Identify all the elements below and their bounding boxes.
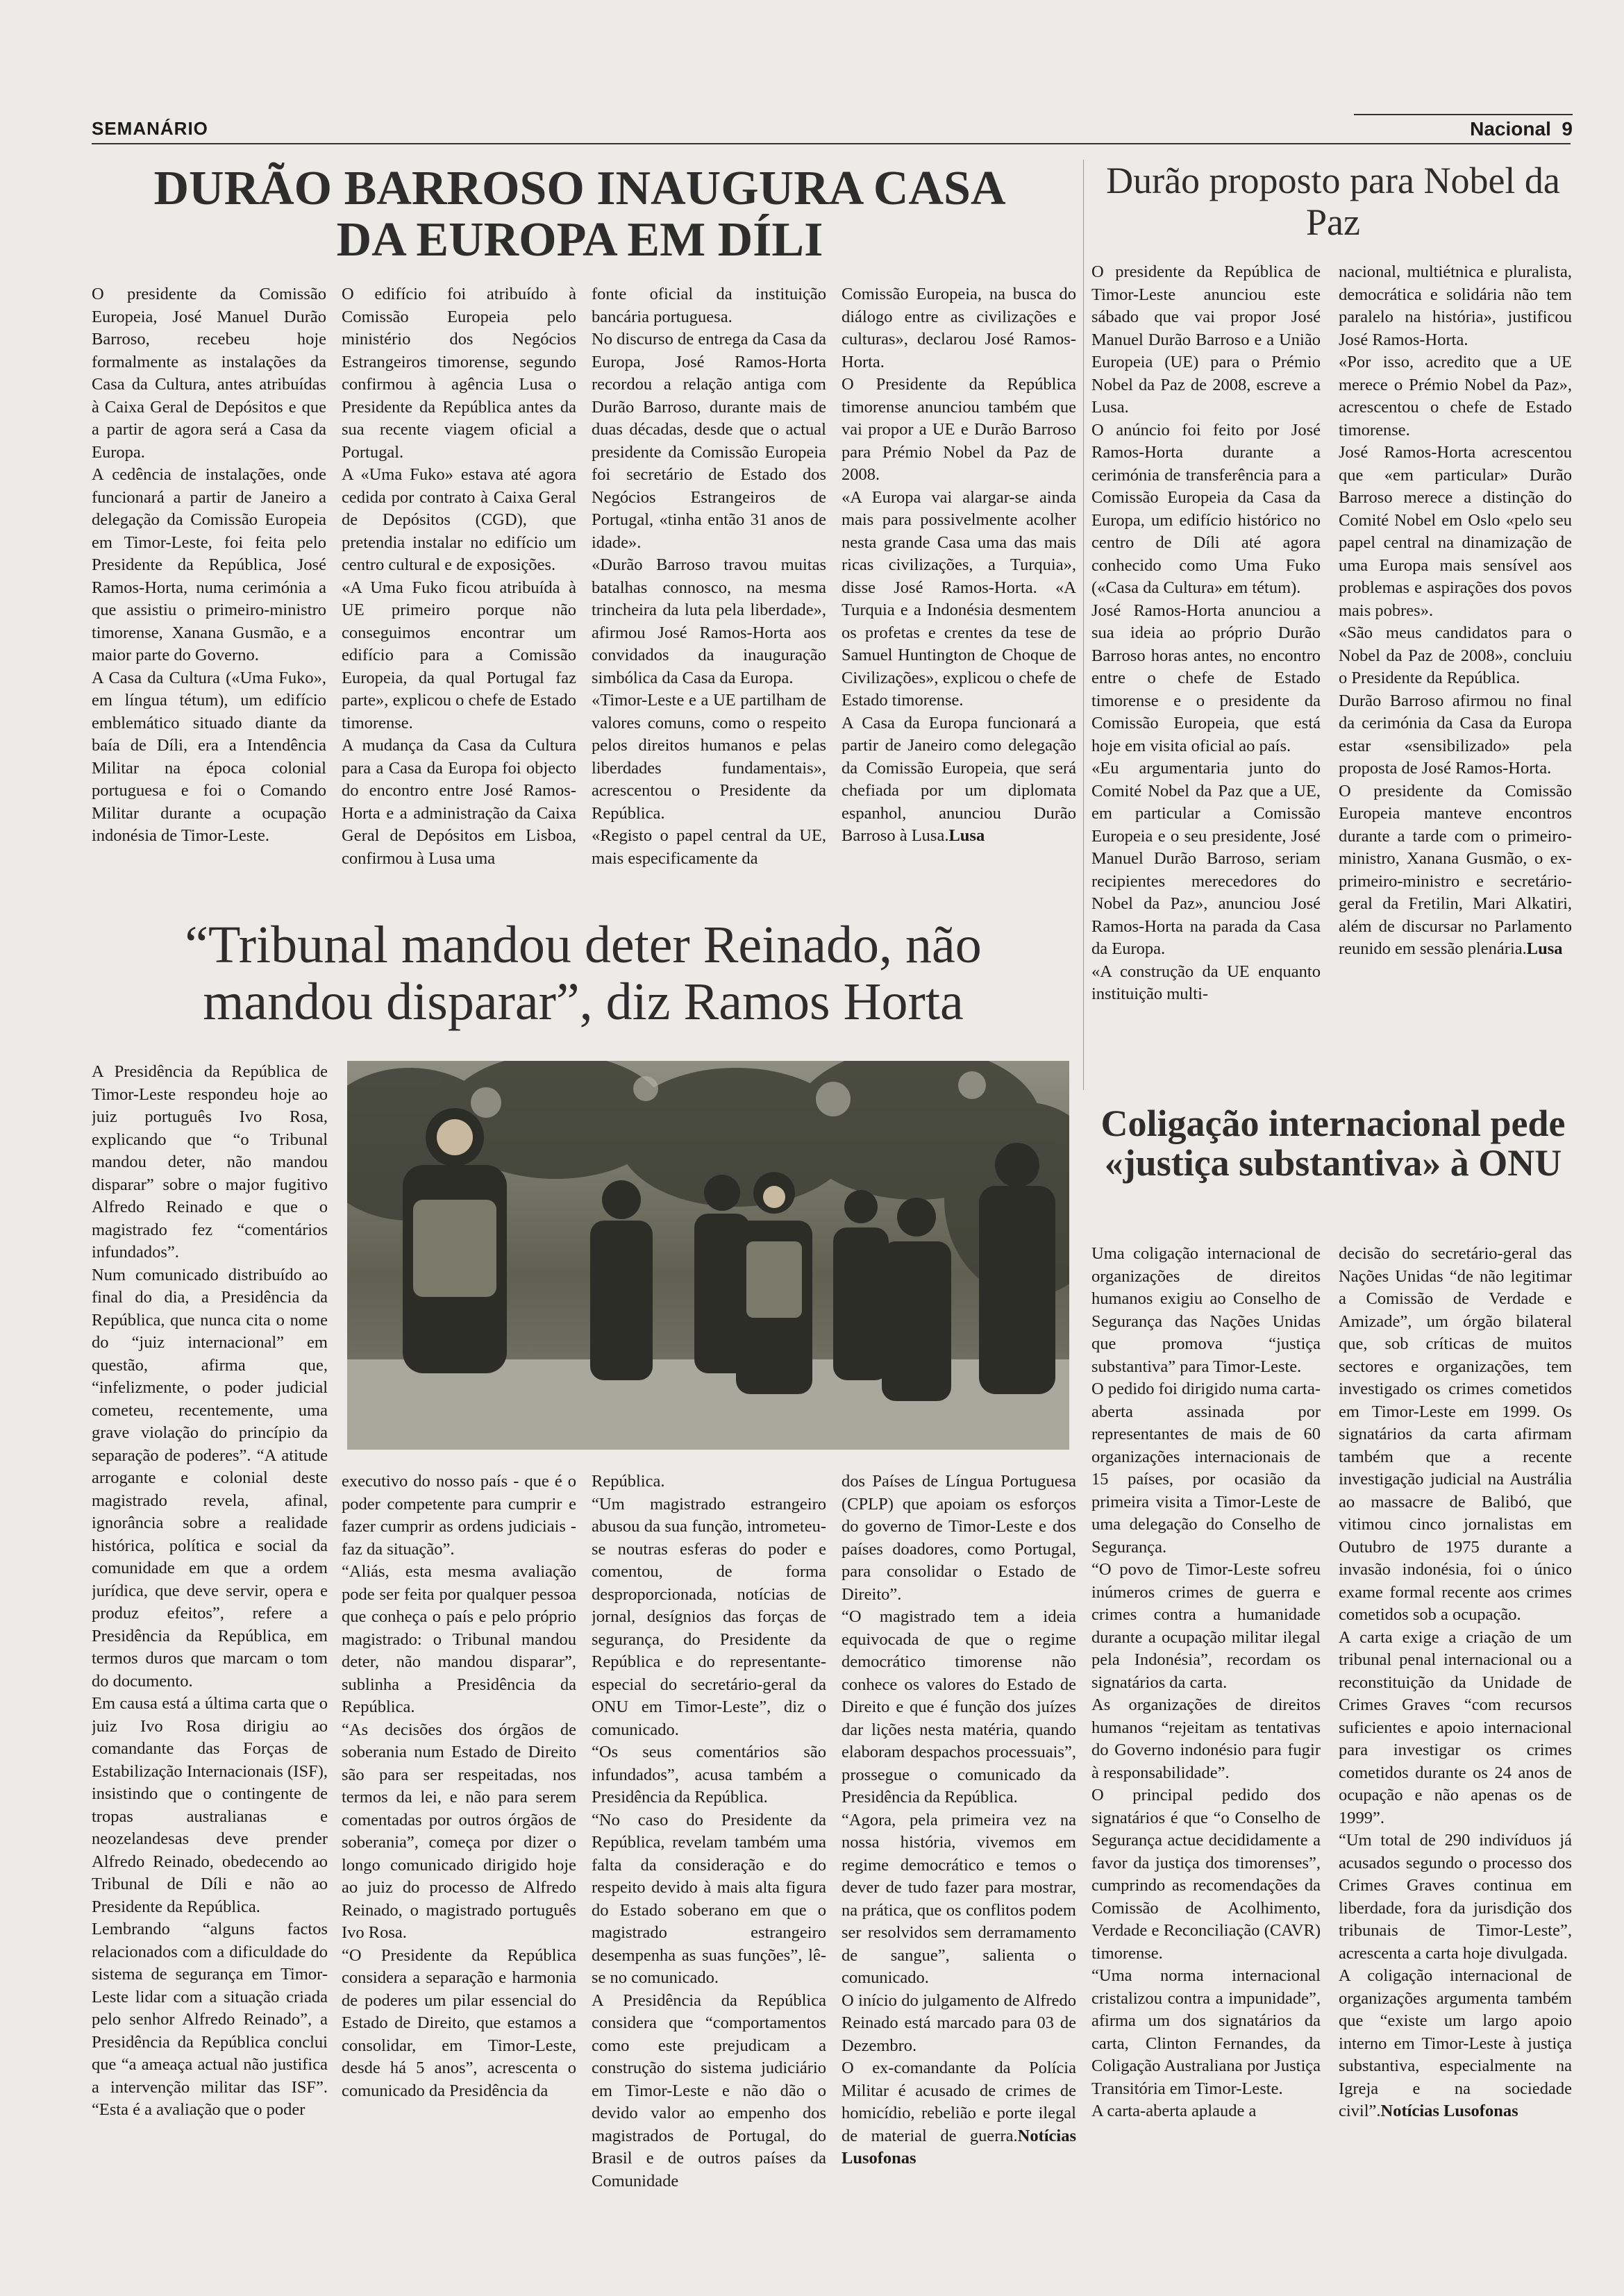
article2-headline: Durão proposto para Nobel da Paz bbox=[1106, 160, 1560, 244]
paragraph: O presidente da Comissão Europeia, José Manuel Durão Barroso, recebeu hoje formalmente as instalações da Casa da Cultura, antes atribuídas à Caixa Geral de Depósitos e que a partir de agora será a Casa da Europa. bbox=[92, 285, 326, 462]
article3-col-3 bbox=[592, 1470, 826, 2220]
paragraph: A cedência de instalações, onde funcionará a partir de Janeiro a delegação da Comissão Europeia em Timor-Leste, foi feita pelo Presidente da República, José Ramos-Horta, numa cerimónia a que assistiu o primeiro-ministro timorense, Xanana Gusmão, e a maior parte do Governo. bbox=[92, 465, 326, 664]
article3-headline: “Tribunal mandou deter Reinado, não mandou disparar”, diz Ramos Horta bbox=[185, 916, 982, 1032]
article3-col-2 bbox=[342, 1470, 576, 2220]
paragraph: «Timor-Leste e a UE partilham de valores comuns, como o respeito pelos direitos humanos e pelas liberdades fundamentais», acrescentou o Presidente da República. bbox=[592, 691, 826, 823]
paragraph: As organizações de direitos humanos “rejeitam as tentativas do Governo indonésio para fugir à responsabilidade”. bbox=[1091, 1695, 1321, 1782]
paragraph: executivo do nosso país - que é o poder competente para cumprir e fazer cumprir as ordens judiciais - faz da situação”. bbox=[342, 1472, 576, 1559]
article4-col-1 bbox=[1091, 1243, 1321, 2215]
paragraph: República. bbox=[592, 1472, 665, 1491]
paragraph: A carta exige a criação de um tribunal penal internacional ou a reconstituição da Unidade de Crimes Graves “com recursos suficientes e apoio internacional para investigar os crimes cometidos durante os 24 anos de ocupação e não apenas os de 1999”. bbox=[1339, 1627, 1572, 1827]
paragraph: decisão do secretário-geral das Nações Unidas “de não legitimar a Comissão de Verdade e Amizade”, um órgão bilateral que, sob críticas de muitos sectores e organizações, tem investigado os crimes cometidos em Timor-Leste em 1999. Os signatários da carta afirmam também que a recente investigação judicial na Austrália ao massacre de Balibó, que vitimou cinco jornalistas em Outubro de 1975 durante a invasão indonésia, foi o único exame formal recente aos crimes cometidos sob a ocupação. bbox=[1339, 1244, 1572, 1624]
paragraph: O início do julgamento de Alfredo Reinado está marcado para 03 de Dezembro. bbox=[842, 1991, 1076, 2055]
paragraph: Comissão Europeia, na busca do diálogo entre as civilizações e culturas», declarou José Ramos-Horta. bbox=[842, 285, 1076, 371]
section-rule bbox=[1354, 114, 1573, 115]
article4-headline: Coligação internacional pede «justiça substantiva» à ONU bbox=[1100, 1103, 1566, 1184]
article3-col-4 bbox=[842, 1470, 1076, 2220]
paragraph: O pedido foi dirigido numa carta-aberta assinada por representantes de mais de 60 organizações internacionais de 15 países, por ocasião da primeira visita a Timor-Leste de uma delegação do Conselho de Segurança. bbox=[1091, 1380, 1321, 1557]
paragraph: O principal pedido dos signatários é que “o Conselho de Segurança actue decididamente a favor da justiça dos timorenses”, cumprindo as recomendações da Comissão de Acolhimento, Verdade e Reconciliação (CAVR) timorense. bbox=[1091, 1786, 1321, 1963]
paragraph: A coligação internacional de organizações argumenta também que “existe um largo apoio interno em Timor-Leste à justiça substantiva, especialmente na Igreja e na sociedade civil”.Notícias Lusofonas bbox=[1339, 1966, 1572, 2120]
paragraph: Em causa está a última carta que o juiz Ivo Rosa dirigiu ao comandante das Forças de Estabilização Internacionais (ISF), insistindo que o contingente de tropas australianas e neozelandesas deve prender Alfredo Reinado, obedecendo ao Tribunal de Díli e não ao Presidente da República. bbox=[92, 1694, 328, 1916]
paragraph: “As decisões dos órgãos de soberania num Estado de Direito são para ser respeitadas, nos termos da lei, e não para serem comentadas por outros órgãos de soberania”, começa por dizer o longo comunicado dirigido hoje ao juiz do processo de Alfredo Reinado, o magistrado português Ivo Rosa. bbox=[342, 1720, 576, 1942]
news-photo bbox=[347, 1061, 1069, 1450]
paragraph: “No caso do Presidente da República, revelam também uma falta da consideração e do respeito devido à mais alta figura do Estado soberano em que o magistrado estrangeiro desempenha as suas funções”, lê-se no comunicado. bbox=[592, 1810, 826, 1987]
paragraph: fonte oficial da instituição bancária portuguesa. bbox=[592, 285, 826, 326]
paragraph: “O Presidente da República considera a separação e harmonia de poderes um pilar essencial do Estado de Direito, que estamos a consolidar, em Timor-Leste, desde há 5 anos”, acrescenta o comunicado da Presidência da bbox=[342, 1945, 576, 2100]
paragraph: A Casa da Cultura («Uma Fuko», em língua tétum), um edifício emblemático situado diante da baía de Díli, era a Intendência Militar na época colonial portuguesa e foi o Comando Militar durante a ocupação indonésia de Timor-Leste. bbox=[92, 668, 326, 845]
column-separator bbox=[1083, 160, 1084, 1090]
article1-col-3 bbox=[592, 283, 826, 908]
paragraph: “Um magistrado estrangeiro abusou da sua função, intrometeu-se noutras esferas do poder e comentou, de forma desproporcionada, notícias de jornal, desígnios das forças de segurança, do Presidente da República e do representante-especial do secretário-geral da ONU em Timor-Leste”, diz o comunicado. bbox=[592, 1494, 826, 1739]
article4-col-2 bbox=[1339, 1243, 1572, 2215]
paragraph: Durão Barroso afirmou no final da cerimónia da Casa da Europa estar «sensibilizado» pela proposta de José Ramos-Horta. bbox=[1339, 691, 1572, 778]
paragraph: A Casa da Europa funcionará a partir de Janeiro como delegação da Comissão Europeia, que será chefiada por um diplomata espanhol, anunciou Durão Barroso à Lusa.Lusa bbox=[842, 713, 1076, 845]
paragraph: A «Uma Fuko» estava até agora cedida por contrato à Caixa Geral de Depósitos (CGD), que pretendia instalar no edifício um centro cultural e de exposições. bbox=[342, 465, 576, 574]
paragraph: “Uma norma internacional cristalizou contra a impunidade”, afirma um dos signatários da carta, Clinton Fernandes, da Coligação Australiana por Justiça Transitória em Timor-Leste. bbox=[1091, 1966, 1321, 2098]
section-label: Nacional 9 bbox=[1470, 118, 1573, 140]
article-signature: Lusa bbox=[948, 826, 985, 845]
paragraph: A Presidência da República considera que “comportamentos como este prejudicam a construção do sistema judiciário em Timor-Leste e não dão o devido valor ao empenho dos magistrados de Portugal, do Brasil e de outros países da Comunidade bbox=[592, 1991, 826, 2190]
article1-col-2 bbox=[342, 283, 576, 908]
paragraph: Lembrando “alguns factos relacionados com a dificuldade do sistema de segurança em Timor-Leste lidar com a situação criada pelo senhor Alfredo Reinado”, a Presidência da República conclui que “a ameaça actual não justifica a intervenção militar das ISF”. “Esta é a avaliação que o poder bbox=[92, 1920, 328, 2119]
paragraph: «Registo o papel central da UE, mais especificamente da bbox=[592, 826, 826, 868]
article1-col-1 bbox=[92, 283, 326, 908]
article1-headline: DURÃO BARROSO INAUGURA CASA DA EUROPA EM DÍLI bbox=[153, 162, 1006, 267]
publication-name: SEMANÁRIO bbox=[92, 118, 208, 139]
paragraph: «Durão Barroso travou muitas batalhas connosco, na mesma trincheira da luta pela liberdade», afirmou José Ramos-Horta aos convidados da inauguração simbólica da Casa da Europa. bbox=[592, 555, 826, 687]
article-signature: Lusa bbox=[1526, 939, 1563, 958]
paragraph: “O magistrado tem a ideia equivocada de que o regime democrático timorense não conhece os valores do Estado de Direito e que é função dos juízes dar lições nesta matéria, quando elaboram despachos processuais”, prossegue o comunicado da Presidência da República. bbox=[842, 1607, 1076, 1807]
paragraph: “Agora, pela primeira vez na nossa história, vivemos em regime democrático e temos o dever de tudo fazer para mostrar, na prática, que os conflitos podem ser resolvidos sem derramamento de sangue”, salienta o comunicado. bbox=[842, 1810, 1076, 1987]
article3-left-col bbox=[92, 1061, 328, 2213]
paragraph: O presidente da República de Timor-Leste anunciou este sábado que vai propor José Manuel Durão Barroso e a União Europeia (UE) para o Prémio Nobel da Paz de 2008, escreve a Lusa. bbox=[1091, 262, 1321, 417]
paragraph: “Os seus comentários são infundados”, acusa também a Presidência da República. bbox=[592, 1743, 826, 1807]
paragraph: O presidente da Comissão Europeia manteve encontros durante a tarde com o primeiro-ministro, Xanana Gusmão, o ex-primeiro-ministro e secretário-geral da Fretilin, Mari Alkatiri, além de discursar no Parlamento reunido em sessão plenária.Lusa bbox=[1339, 781, 1572, 958]
header-rule bbox=[92, 143, 1571, 144]
article2-col-2 bbox=[1339, 261, 1572, 1094]
paragraph: «Por isso, acredito que a UE merece o Prémio Nobel da Paz», acrescentou o chefe de Estado timorense. bbox=[1339, 353, 1572, 439]
paragraph: nacional, multiétnica e pluralista, democrática e solidária não tem paralelo na história», justificou José Ramos-Horta. bbox=[1339, 262, 1572, 349]
paragraph: «São meus candidatos para o Nobel da Paz de 2008», concluiu o Presidente da República. bbox=[1339, 623, 1572, 687]
paragraph: Uma coligação internacional de organizações de direitos humanos exigiu ao Conselho de Segurança das Nações Unidas que promova “justiça substantiva” para Timor-Leste. bbox=[1091, 1244, 1321, 1376]
article-signature: Notícias Lusofonas bbox=[1380, 2102, 1518, 2120]
paragraph: «Eu argumentaria junto do Comité Nobel da Paz que a UE, em particular a Comissão Europeia e o seu presidente, José Manuel Durão Barroso, seriam recipientes merecedores do Nobel da Paz», anunciou José Ramos-Horta na parada da Casa da Europa. bbox=[1091, 759, 1321, 958]
paragraph: dos Países de Língua Portuguesa (CPLP) que apoiam os esforços do governo de Timor-Leste e dos países doadores, como Portugal, para consolidar o Estado de Direito”. bbox=[842, 1472, 1076, 1604]
paragraph: No discurso de entrega da Casa da Europa, José Ramos-Horta recordou a relação antiga com Durão Barroso, durante mais de duas décadas, desde que o actual presidente da Comissão Europeia foi secretário de Estado dos Negócios Estrangeiros de Portugal, «tinha então 31 anos de idade». bbox=[592, 330, 826, 552]
paragraph: A Presidência da República de Timor-Leste respondeu hoje ao juiz português Ivo Rosa, explicando que “o Tribunal mandou deter, não mandou disparar” sobre o major fugitivo Alfredo Reinado e que o magistrado fez “comentários infundados”. bbox=[92, 1062, 328, 1262]
paragraph: “O povo de Timor-Leste sofreu inúmeros crimes de guerra e crimes contra a humanidade durante a ocupação militar ilegal pela Indonésia”, recordam os signatários da carta. bbox=[1091, 1560, 1321, 1692]
paragraph: José Ramos-Horta anunciou a sua ideia ao próprio Durão Barroso horas antes, no encontro entre o chefe de Estado timorense e o presidente da Comissão Europeia, que está hoje em visita oficial ao país. bbox=[1091, 601, 1321, 755]
paragraph: «A Uma Fuko ficou atribuída à UE primeiro porque não conseguimos encontrar um edifício para a Comissão Europeia, da qual Portugal faz parte», explicou o chefe de Estado timorense. bbox=[342, 578, 576, 732]
paragraph: A mudança da Casa da Cultura para a Casa da Europa foi objecto do encontro entre José Ramos-Horta e a administração da Caixa Geral de Depósitos em Lisboa, confirmou à Lusa uma bbox=[342, 736, 576, 868]
paragraph: O anúncio foi feito por José Ramos-Horta durante a cerimónia de transferência para a Comissão Europeia da Casa da Europa, um edifício histórico no centro de Díli até agora conhecido como Uma Fuko («Casa da Cultura» em tétum). bbox=[1091, 420, 1321, 597]
paragraph: José Ramos-Horta acrescentou que «em particular» Durão Barroso merece a distinção do Comité Nobel em Oslo «pelo seu papel central na dinamização de uma Europa mais sensível aos problemas e aspirações dos povos mais pobres». bbox=[1339, 443, 1572, 620]
article2-col-1 bbox=[1091, 261, 1321, 1094]
paragraph: O edifício foi atribuído à Comissão Europeia pelo ministério dos Negócios Estrangeiros timorense, segundo confirmou à agência Lusa o Presidente da República antes da sua recente viagem oficial a Portugal. bbox=[342, 285, 576, 462]
paragraph: “Aliás, esta mesma avaliação pode ser feita por qualquer pessoa que conheça o país e pelo próprio magistrado: o Tribunal mandou deter, não mandou disparar”, sublinha a Presidência da República. bbox=[342, 1562, 576, 1716]
paragraph: O ex-comandante da Polícia Militar é acusado de crimes de homicídio, rebelião e porte ilegal de material de guerra.Notícias Lusofonas bbox=[842, 2059, 1076, 2168]
article1-col-4 bbox=[842, 283, 1076, 908]
paragraph: O Presidente da República timorense anunciou também que vai propor a UE e Durão Barroso para Prémio Nobel da Paz de 2008. bbox=[842, 375, 1076, 484]
paragraph: A carta-aberta aplaude a bbox=[1091, 2102, 1257, 2120]
paragraph: Num comunicado distribuído ao final do dia, a Presidência da República, que nunca cita o nome do “juiz internacional” em questão, afirma que, “infelizmente, o poder judicial cometeu, recentemente, uma grave violação do princípio da separação de poderes”. “A atitude arrogante e colonial deste magistrado revela, afinal, ignorância sobre a realidade histórica, política e social da comunidade em que a ordem jurídica, que deve servir, opera e produz efeitos”, refere a Presidência da República, em termos duros que marcam o tom do documento. bbox=[92, 1265, 328, 1691]
article-signature: Notícias Lusofonas bbox=[842, 2126, 1076, 2168]
paragraph: «A Europa vai alargar-se ainda mais para possivelmente acolher nesta grande Casa uma das mais ricas civilizações, a Turquia», disse José Ramos-Horta. «A Turquia e a Indonésia desmentem os profetas e crentes da tese de Samuel Huntington de Choque de Civilizações», explicou o chefe de Estado timorense. bbox=[842, 487, 1076, 710]
paragraph: «A construção da UE enquanto instituição multi- bbox=[1091, 962, 1321, 1003]
paragraph: “Um total de 290 indivíduos já acusados segundo o processo dos Crimes Graves continua em liberdade, fora da jurisdição dos tribunais de Timor-Leste”, acrescenta a carta hoje divulgada. bbox=[1339, 1831, 1572, 1963]
